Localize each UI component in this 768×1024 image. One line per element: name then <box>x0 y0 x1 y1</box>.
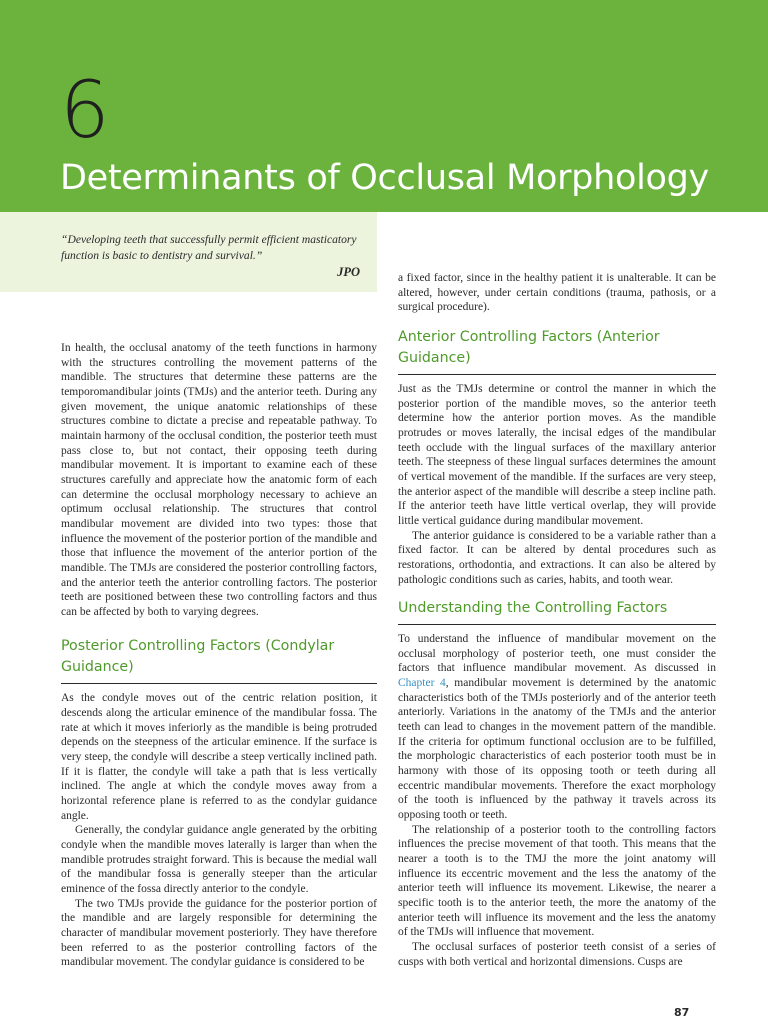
epigraph-attribution: JPO <box>337 265 360 279</box>
understanding-paragraph-3: The occlusal surfaces of posterior teeth consist of a series of cusps with both vertical and horizontal dimensions. Cusps are <box>398 940 716 968</box>
posterior-paragraph-3: The two TMJs provide the guidance for the posterior portion of the mandible and are largely responsible for determining the character of mandibular movement posteriorly. They have therefore been referred to as the posterior controlling factors of the mandibular movement. The condylar guidance is considered to be <box>61 897 377 969</box>
left-column <box>61 341 377 970</box>
anterior-paragraph-2: The anterior guidance is considered to be a variable rather than a fixed factor. It can be altered by dental procedures such as restorations, orthodontia, and extractions. It can also be altered by pathologic conditions such as caries, habits, and tooth wear. <box>398 529 716 586</box>
anterior-paragraph-1: Just as the TMJs determine or control the manner in which the posterior portion of the mandible moves, so the anterior teeth determine how the anterior portion moves. As the mandible protrudes or moves laterally, the incisal edges of the mandibular teeth occlude with the lingual surfaces of the maxillary anterior teeth. The steepness of these lingual surfaces determines the amount of vertical movement of the mandible. If the surfaces are very steep, the anterior aspect of the mandible will describe a steep incline path. If the anterior teeth have little vertical overlap, they will provide little vertical guidance during mandibular movement. <box>398 382 716 527</box>
understanding-text-b: , mandibular movement is determined by the anatomic characteristics both of the TMJs posteriorly and of the anterior teeth anteriorly. Variations in the anatomy of the TMJs and the anterior teeth can lead to changes in the movement pattern of the mandible. If the criteria for optimum functional occlusion are to be fulfilled, the morphologic characteristics of each posterior tooth must be in harmony with those of its opposing tooth or teeth during all eccentric mandibular movements. Therefore the exact morphology of the tooth is influenced by the pathway it travels across its opposing tooth or teeth. <box>398 677 717 822</box>
posterior-paragraph-2: Generally, the condylar guidance angle generated by the orbiting condyle when the mandible moves laterally is larger than when the mandible protrudes straight forward. This is because the medial wall of the mandibular fossa is generally steeper than the articular eminence of the fossa directly anterior to the condyle. <box>61 824 377 895</box>
epigraph-text: “Developing teeth that successfully permit efficient masticatory function is basic to dentistry and survival.” <box>61 233 357 262</box>
heading-anterior-controlling-factors: Anterior Controlling Factors (Anterior Guidance) <box>398 327 716 375</box>
chapter-number: 6 <box>60 66 110 156</box>
chapter-title: Determinants of Occlusal Morphology <box>60 158 709 198</box>
understanding-paragraph-2: The relationship of a posterior tooth to the controlling factors influences the precise movement of that tooth. This means that the nearer a tooth is to the TMJ the more the joint anatomy will influence its eccentric movement and the less the anatomy of the anterior teeth will influence its movement. Likewise, the nearer a specific tooth is to the anterior teeth, the more the anatomy of the anterior teeth will influence its movement and the less the anatomy of the TMJs will influence that movement. <box>398 823 716 939</box>
understanding-paragraph-1 <box>398 632 716 823</box>
intro-paragraph: In health, the occlusal anatomy of the teeth functions in harmony with the structures controlling the movement patterns of the mandible. The structures that determine these patterns are the temporomandibular joints (TMJs) and the anterior teeth. During any given movement, the unique anatomic relationships of these structures combine to dictate a precise and repeatable pathway. To maintain harmony of the occlusal condition, the posterior teeth must pass close to, but not contact, their opposing teeth during mandibular movement. It is important to examine each of these structures carefully and appreciate how the anatomic form of each can determine the occlusal morphology necessary to achieve an optimum occlusal relationship. The structures that control mandibular movement are divided into two types: those that influence the movement of the posterior portion of the mandible and those that influence the movement of the anterior portion of the mandible. The TMJs are considered the posterior controlling factors, and the anterior teeth the anterior controlling factors. The posterior teeth are positioned between these two controlling factors and thus can be affected by both to varying degrees. <box>61 342 377 618</box>
right-column <box>398 271 716 969</box>
chapter-4-link[interactable]: Chapter 4 <box>398 677 446 690</box>
understanding-text-a: To understand the influence of mandibular movement on the occlusal morphology of posterior teeth, one must consider the factors that influence mandibular movement. As discussed in <box>398 633 716 675</box>
posterior-paragraph-1: As the condyle moves out of the centric relation position, it descends along the articular eminence of the mandibular fossa. The rate at which it moves inferiorly as the mandible is being protruded depends on the steepness of the articular eminence. If the surface is very steep, the condyle will describe a steep vertically inclined path. If it is flatter, the condyle will take a path that is less vertically inclined. The angle at which the condyle moves away from a horizontal reference plane is referred to as the condylar guidance angle. <box>61 692 377 822</box>
heading-understanding-controlling-factors: Understanding the Controlling Factors <box>398 598 716 625</box>
heading-posterior-controlling-factors: Posterior Controlling Factors (Condylar Guidance) <box>61 636 377 684</box>
page-number: 87 <box>674 1006 690 1019</box>
continued-paragraph: a fixed factor, since in the healthy patient it is unalterable. It can be altered, however, under certain conditions (trauma, pathosis, or a surgical procedure). <box>398 272 716 314</box>
